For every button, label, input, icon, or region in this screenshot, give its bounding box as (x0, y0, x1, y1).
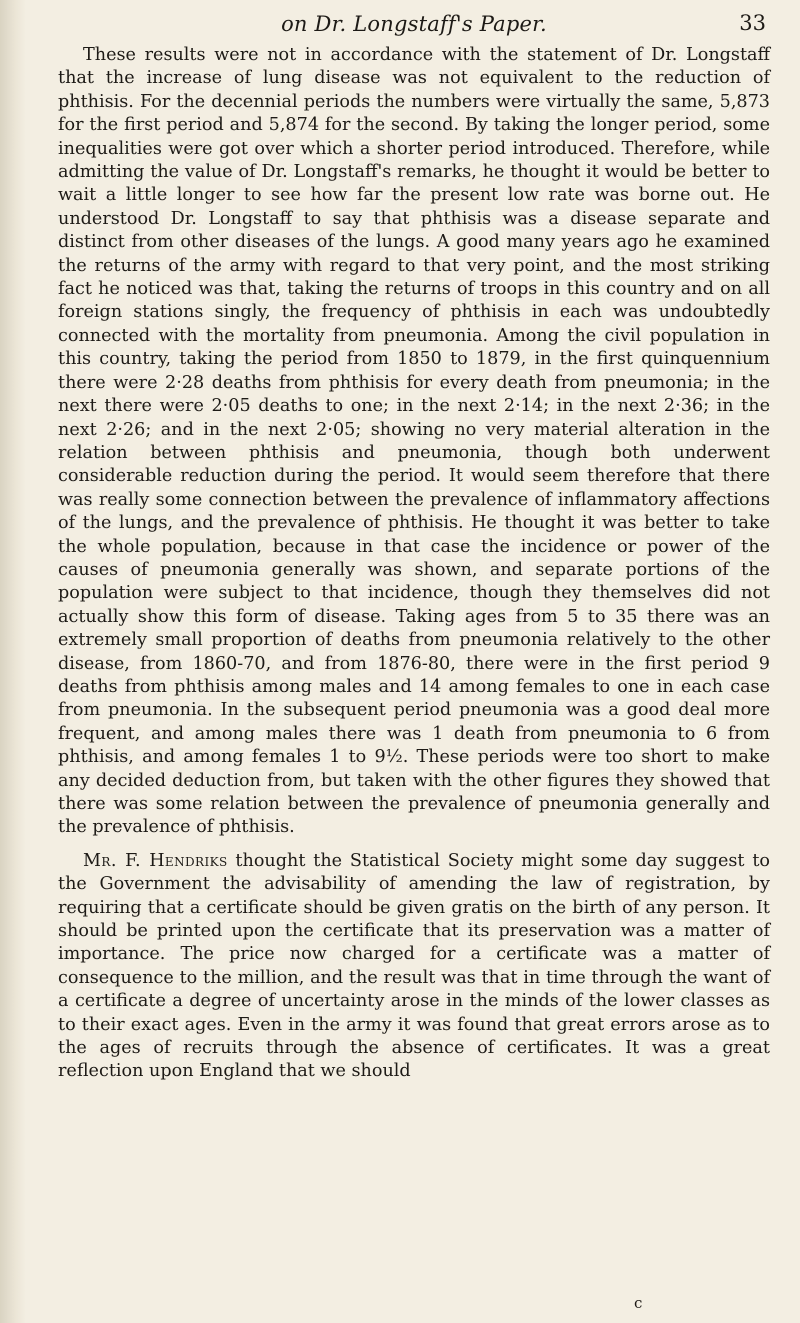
page-number: 33 (739, 11, 766, 35)
paragraph-hendriks-text: thought the Statistical Society might some day suggest to the Government the advisability of amending the law of registration, by requiring that a certificate should be given gratis on the birth of any person. It should be printed upon the certificate that its preservation was a matter of importance. The price now charged for a certificate was a matter of consequence to the million, and the result was that in time through the want of a certificate a degree of uncertainty arose in the minds of the lower classes as to their exact ages. Even in the army it was found that great errors arose as to the ages of recruits through the absence of certificates. It was a great reflection upon England that we should (58, 850, 770, 1082)
paragraph-hendriks (58, 850, 770, 1084)
document-page (58, 10, 770, 1084)
signature-mark: c (634, 1294, 643, 1312)
running-title: on Dr. Longstaff's Paper. (281, 12, 547, 36)
speaker-name: Mr. F. Hendriks (83, 850, 228, 871)
page-binding-edge (0, 0, 26, 1323)
paragraph-discussion: These results were not in accordance with the statement of Dr. Longstaff that the increase of lung disease was not equivalent to the reduction of phthisis. For the decennial periods the numbers were virtually the same, 5,873 for the first period and 5,874 for the second. By taking the longer period, some inequalities were got over which a shorter period introduced. Therefore, while admitting the value of Dr. Longstaff's remarks, he thought it would be better to wait a little longer to see how far the present low rate was borne out. He understood Dr. Longstaff to say that phthisis was a disease separate and distinct from other diseases of the lungs. A good many years ago he examined the returns of the army with regard to that very point, and the most striking fact he noticed was that, taking the returns of troops in this country and on all foreign stations singly, the frequency of phthisis in each was undoubtedly connected with the mortality from pneumonia. Among the civil population in this country, taking the period from 1850 to 1879, in the first quinquennium there were 2·28 deaths from phthisis for every death from pneumonia; in the next there were 2·05 deaths to one; in the next 2·14; in the next 2·36; in the next 2·26; and in the next 2·05; showing no very material alteration in the relation between phthisis and pneumonia, though both underwent considerable reduction during the period. It would seem therefore that there was really some connection between the prevalence of inflammatory affections of the lungs, and the prevalence of phthisis. He thought it was better to take the whole population, because in that case the incidence or power of the causes of pneumonia generally was shown, and separate portions of the population were subject to that incidence, though they themselves did not actually show this form of disease. Taking ages from 5 to 35 there was an extremely small proportion of deaths from pneumonia relatively to the other disease, from 1860-70, and from 1876-80, there were in the first period 9 deaths from phthisis among males and 14 among females to one in each case from pneumonia. In the subsequent period pneumonia was a good deal more frequent, and among males there was 1 death from pneumonia to 6 from phthisis, and among females 1 to 9½. These periods were too short to make any decided deduction from, but taken with the other figures they showed that there was some relation between the prevalence of pneumonia generally and the prevalence of phthisis. (58, 45, 770, 838)
page-header (58, 10, 770, 44)
